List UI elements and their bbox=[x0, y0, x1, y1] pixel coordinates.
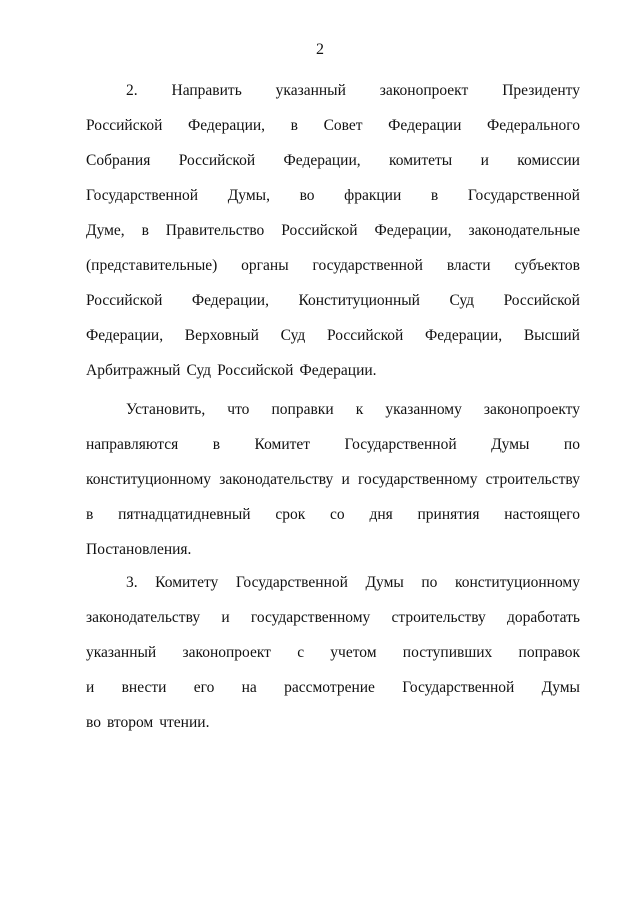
word: комитеты bbox=[389, 152, 453, 169]
word: чтении. bbox=[159, 714, 210, 731]
text-line bbox=[86, 532, 580, 567]
word: в bbox=[290, 117, 298, 134]
word: дня bbox=[369, 506, 393, 523]
text-line bbox=[86, 143, 580, 178]
word: в bbox=[141, 222, 149, 239]
word: пятнадцатидневный bbox=[118, 506, 251, 523]
word: Государственной bbox=[86, 187, 199, 204]
word: Государственной bbox=[467, 187, 580, 204]
word: Комитет bbox=[254, 436, 311, 453]
word: Думы, bbox=[227, 187, 270, 204]
word: и bbox=[341, 471, 350, 488]
word: государственному bbox=[250, 609, 371, 626]
word: Думы bbox=[541, 679, 580, 696]
word: Совет bbox=[323, 117, 363, 134]
word: законопроект bbox=[379, 82, 469, 99]
word: Федерации. bbox=[299, 362, 377, 379]
word: 3. bbox=[126, 574, 138, 591]
text-line bbox=[86, 213, 580, 248]
text-line bbox=[86, 635, 580, 670]
word: Федерации, bbox=[283, 152, 361, 169]
word: Арбитражный bbox=[86, 362, 181, 379]
word: Государственной bbox=[344, 436, 457, 453]
text-line bbox=[86, 497, 580, 532]
word: комиссии bbox=[517, 152, 580, 169]
word: государственному bbox=[358, 471, 478, 488]
word: в bbox=[212, 436, 221, 453]
text-line bbox=[86, 462, 580, 497]
word: Конституционный bbox=[298, 292, 420, 309]
word: во bbox=[299, 187, 315, 204]
word: в bbox=[430, 187, 439, 204]
word: указанный bbox=[86, 644, 157, 661]
word: Собрания bbox=[86, 152, 151, 169]
word: Государственной bbox=[402, 679, 515, 696]
word: (представительные) bbox=[86, 257, 218, 274]
word: Установить, bbox=[126, 401, 206, 418]
word: власти bbox=[446, 257, 491, 274]
word: строительству bbox=[391, 609, 486, 626]
word: Федерации, bbox=[86, 327, 164, 344]
word: законопроекту bbox=[483, 401, 580, 418]
word: субъектов bbox=[514, 257, 580, 274]
word: поступивших bbox=[402, 644, 493, 661]
text-line bbox=[86, 670, 580, 705]
word: и bbox=[86, 679, 95, 696]
word: в bbox=[86, 506, 94, 523]
word: указанному bbox=[385, 401, 462, 418]
word: его bbox=[193, 679, 215, 696]
word: внести bbox=[121, 679, 167, 696]
text-line bbox=[86, 283, 580, 318]
word: Верховный bbox=[184, 327, 259, 344]
word: законодательству bbox=[86, 609, 201, 626]
word: законопроект bbox=[182, 644, 271, 661]
word: Думы bbox=[491, 436, 530, 453]
text-line bbox=[86, 108, 580, 143]
word: по bbox=[563, 436, 580, 453]
word: Федерации bbox=[388, 117, 462, 134]
word: Российской bbox=[86, 117, 163, 134]
word: учетом bbox=[330, 644, 377, 661]
word: Президенту bbox=[502, 82, 580, 99]
word: Российской bbox=[217, 362, 294, 379]
text-line bbox=[86, 705, 580, 740]
word: Федерального bbox=[486, 117, 580, 134]
word: на bbox=[241, 679, 257, 696]
text-line bbox=[86, 248, 580, 283]
text-line bbox=[86, 178, 580, 213]
word: Постановления. bbox=[86, 541, 192, 558]
word: Суд bbox=[186, 362, 212, 379]
word: Высший bbox=[523, 327, 580, 344]
word: со bbox=[330, 506, 345, 523]
paragraph-3-committee-task bbox=[86, 565, 580, 740]
text-line bbox=[86, 318, 580, 353]
word: принятия bbox=[417, 506, 480, 523]
paragraph-amendments-deadline bbox=[86, 392, 580, 567]
word: поправки bbox=[271, 401, 334, 418]
word: Российской bbox=[503, 292, 580, 309]
word: настоящего bbox=[504, 506, 580, 523]
word: поправок bbox=[518, 644, 580, 661]
word: конституционному bbox=[454, 574, 580, 591]
word: Федерации, bbox=[187, 117, 266, 134]
word: доработать bbox=[507, 609, 580, 626]
word: втором bbox=[106, 714, 154, 731]
word: фракции bbox=[344, 187, 402, 204]
word: Суд bbox=[449, 292, 475, 309]
word: Правительство bbox=[165, 222, 265, 239]
word: государственной bbox=[312, 257, 423, 274]
word: указанный bbox=[275, 82, 346, 99]
text-line bbox=[86, 427, 580, 462]
word: Комитету bbox=[155, 574, 219, 591]
text-line bbox=[86, 73, 580, 108]
word: по bbox=[421, 574, 438, 591]
text-line bbox=[86, 392, 580, 427]
word: органы bbox=[241, 257, 289, 274]
text-line bbox=[86, 353, 580, 388]
word: законодательные bbox=[468, 222, 580, 239]
word: Российской bbox=[326, 327, 404, 344]
word: с bbox=[297, 644, 305, 661]
word: Федерации, bbox=[191, 292, 269, 309]
word: законодательству bbox=[219, 471, 334, 488]
word: направляются bbox=[86, 436, 179, 453]
word: Направить bbox=[171, 82, 242, 99]
text-line bbox=[86, 600, 580, 635]
word: Думе, bbox=[86, 222, 125, 239]
word: срок bbox=[275, 506, 306, 523]
word: и bbox=[221, 609, 230, 626]
word: во bbox=[86, 714, 101, 731]
paragraph-2-send-bill bbox=[86, 73, 580, 388]
word: 2. bbox=[126, 82, 138, 99]
word: строительству bbox=[485, 471, 580, 488]
word: что bbox=[227, 401, 250, 418]
page-number: 2 bbox=[316, 41, 324, 58]
word: Федерации, bbox=[425, 327, 503, 344]
word: Федерации, bbox=[374, 222, 452, 239]
word: Российской bbox=[86, 292, 163, 309]
word: и bbox=[480, 152, 489, 169]
word: Думы bbox=[365, 574, 404, 591]
word: Российской bbox=[281, 222, 358, 239]
word: Суд bbox=[280, 327, 306, 344]
word: Российской bbox=[178, 152, 256, 169]
word: рассмотрение bbox=[284, 679, 375, 696]
word: Государственной bbox=[235, 574, 348, 591]
word: к bbox=[355, 401, 364, 418]
text-line bbox=[86, 565, 580, 600]
word: конституционному bbox=[86, 471, 211, 488]
